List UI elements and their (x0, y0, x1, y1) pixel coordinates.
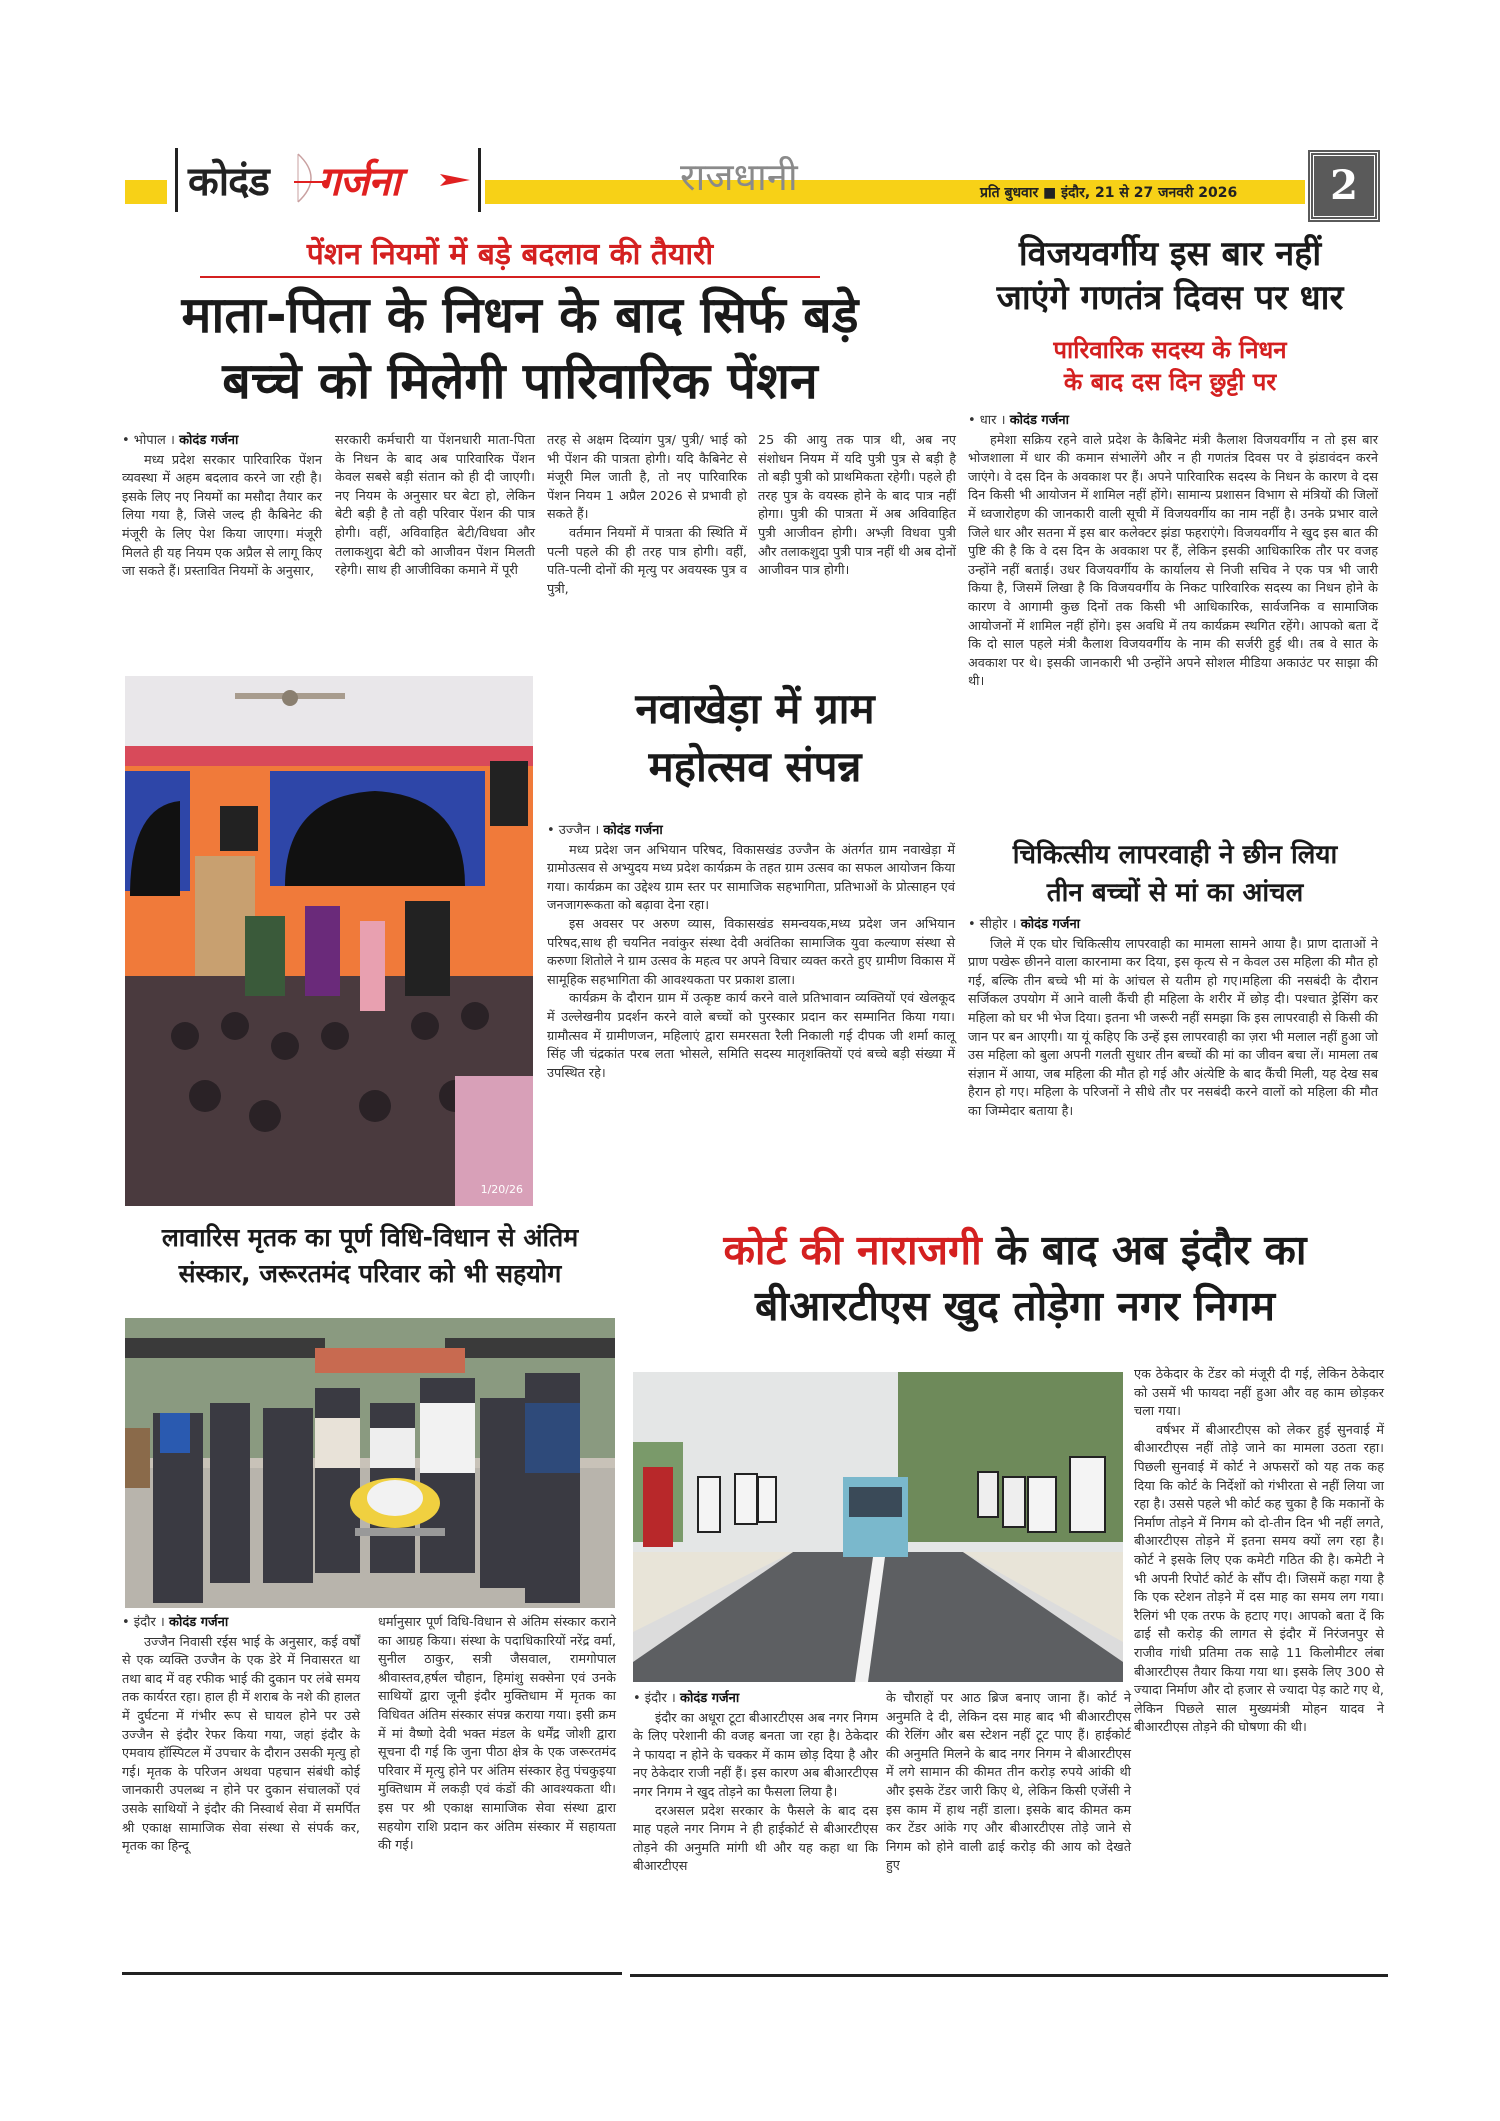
byline-place: • धार । (968, 413, 1006, 428)
medical-byline (968, 916, 1378, 935)
byline-place: • सीहोर । (968, 917, 1017, 932)
pension-headline-line2: बच्चे को मिलेगी पारिवारिक पेंशन (222, 352, 818, 410)
cremation-headline (115, 1220, 625, 1292)
byline-paper: कोदंड गर्जना (168, 1615, 229, 1630)
brts-headline-red: कोर्ट की नाराजगी (723, 1226, 982, 1274)
nawakheda-body (547, 822, 955, 1083)
pension-column-4 (758, 432, 956, 581)
brts-column-3 (1134, 1366, 1384, 1738)
pension-text: 25 की आयु तक पात्र थी, अब नए संशोधन नियम में यदि पुत्री पुत्र से बड़ी है तो बड़ी पुत्री को प्राथमिकता रहेगी। पहले ही तरह पुत्र के वयस्क होने के बाद पात्र नहीं होगा। पुत्री की पात्रता में अब अविवाहित पुत्री आजीवन होगी। अभ्ज़ी विधवा पुत्री और तलाकशुदा पुत्री पात्र नहीं थी अब दोनों आजीवन पात्र होगी। (758, 433, 956, 579)
vijayvargiya-text: हमेशा सक्रिय रहने वाले प्रदेश के कैबिनेट मंत्री कैलाश विजयवर्गीय न तो इस बार भोजशाला में धार की कमान संभालेंगे और न ही गणतंत्र दिवस पर वे झंडावंदन करने जाएंगे। वे दस दिन के अवकाश पर हैं। अपने पारिवारिक सदस्य के निधन के कारण वे दस दिन किसी भी आयोजन में शामिल नहीं होंगे। सामान्य प्रशासन विभाग से मंत्रियों की जिलों में ध्वजारोहण की जानकारी वाली सूची में विजयवर्गीय का नाम नहीं है। उनके प्रभार वाले जिले धार और सतना में इस बार कलेक्टर झंडा फहराएंगे। विजयवर्गीय ने खुद इस बात की पुष्टि की है कि वे दस दिन के अवकाश पर हैं, लेकिन इसकी आधिकारिक तौर पर वजह उन्होंने नहीं बताई। उधर विजयवर्गीय के कार्यालय से निजी सचिव ने एक पत्र भी जारी किया है, जिसमें लिखा है कि विजयवर्गीय के निकट पारिवारिक सदस्य का निधन होने के कारण वे आगामी कुछ दिनों तक किसी भी आधिकारिक, सार्वजनिक व सामाजिक आयोजनों में शामिल नहीं होंगे। इस अवधि में तय कार्यक्रम स्थगित रहेंगे। आपको बता दें कि दो साल पहले मंत्री कैलाश विजयवर्गीय के नाम की सर्जरी हुई थी। तब वे सात के अवकाश पर थे। इसकी जानकारी भी उन्होंने अपने सोशल मीडिया अकाउंट पर साझा की थी। (968, 432, 1378, 690)
brts-text: के चौराहों पर आठ ब्रिज बनाए जाना हैं। कोर्ट ने अनुमति दे दी, लेकिन दस माह बाद भी बीआरटीएस की रेलिंग और बस स्टेशन नहीं टूट पाए हैं। हाईकोर्ट की अनुमति मिलने के बाद नगर निगम ने बीआरटीएस में लगे सामान की कीमत तीन करोड़ रुपये आंकी थी और इसके टेंडर जारी किए थे, लेकिन किसी एजेंसी ने इस काम में हाथ नहीं डाला। इसके बाद कीमत कम कर टेंडर आंके गए और बीआरटीएस तोड़े जाने से निगम को होने वाली ढाई करोड़ की आय को देखते हुए (886, 1691, 1131, 1874)
nawakheda-text: मध्य प्रदेश जन अभियान परिषद, विकासखंड उज्जैन के अंतर्गत ग्राम नवाखेड़ा में ग्रामोउत्सव से अभ्युदय मध्य प्रदेश कार्यक्रम के तहत ग्राम उत्सव का सफल आयोजन किया गया। कार्यक्रम का उद्देश्य ग्राम स्तर पर सामाजिक सहभागिता, प्रतिभाओं के प्रोत्साहन एवं जनजागरूकता को बढ़ावा देना रहा। (547, 842, 955, 914)
cremation-bottom-rule (122, 1972, 622, 1975)
brts-headline-rest: के बाद अब इंदौर का (981, 1226, 1307, 1274)
nawakheda-headline (555, 680, 955, 796)
brts-text: एक ठेकेदार के टेंडर को मंजूरी दी गई, लेकिन ठेकेदार को उसमें भी फायदा नहीं हुआ और वह काम छोड़कर चला गया। (1134, 1367, 1384, 1420)
brts-text: दरअसल प्रदेश सरकार के फैसले के बाद दस माह पहले नगर निगम ने ही हाईकोर्ट से बीआरटीएस तोड़ने की अनुमति मांगी थी और यह कहा था कि बीआरटीएस (633, 1803, 878, 1875)
pension-text: मध्य प्रदेश सरकार पारिवारिक पेंशन व्यवस्था में अहम बदलाव करने जा रही है। इसके लिए नए नियमों का मसौदा तैयार कर लिया गया है, जिसे जल्द ही कैबिनेट की मंजूरी के लिए पेश किया जाएगा। मंजूरी मिलते ही यह नियम एक अप्रैल से लागू किए जा सकते हैं। प्रस्तावित नियमों के अनुसार, (122, 452, 323, 580)
vijayvargiya-body (968, 412, 1378, 692)
brts-text: वर्षभर में बीआरटीएस को लेकर हुई सुनवाई में बीआरटीएस नहीं तोड़े जाने का मामला उठता रहा। पिछली सुनवाई में कोर्ट ने अफसरों को यह तक कह दिया कि कोर्ट के निर्देशों को गंभीरता से नहीं लिया जा रहा है। उससे पहले भी कोर्ट कह चुका है कि मकानों के निर्माण तोड़ने में निगम को दो-तीन दिन भी नहीं लगते, बीआरटीएस तोड़ने में इतना समय क्यों लग रहा है। कोर्ट ने इसके लिए एक कमेटी गठित की है। कमेटी ने भी अपनी रिपोर्ट कोर्ट के सौंप दी। जिसमें कहा गया है कि एक स्टेशन तोड़ने में दस माह का समय लग गया। रैलिगं भी एक तरफ के हटाए गए। आपको बता दें कि ढाई सौ करोड़ की लागत से इंदौर में निरंजनपुर से राजीव गांधी प्रतिमा तक साढ़े 11 किलोमीटर लंबा बीआरटीएस तैयार किया गया था। इसके लिए 300 से ज्यादा निर्माण और दो हजार से ज्यादा पेड़ काटे गए थे, लेकिन पिछले साल मुख्यमंत्री मोहन यादव ने बीआरटीएस तोड़ने की घोषणा की थी। (1134, 1422, 1384, 1736)
cremation-photo (125, 1318, 615, 1608)
pension-kicker: पेंशन नियमों में बड़े बदलाव की तैयारी (306, 237, 714, 272)
brts-photo-illustration (633, 1372, 1123, 1682)
medical-text: जिले में एक घोर चिकित्सीय लापरवाही का मामला सामने आया है। प्राण दाताओं ने प्राण पखेरू छीनने वाला कारनामा कर दिया, इस कृत्य से न केवल उस महिला की मौत हो गई, बल्कि तीन बच्चे भी मां के आंचल से यतीम हो गए।महिला की नसबंदी के दौरान सर्जिकल उपयोग में आने वाली कैंची ही महिला के शरीर में छोड़ दी। पश्चात ड्रेसिंग कर महिला को घर भी भेज दिया। इतना भी जरूरी नहीं समझा कि इस लापरवाही से किसी की जान पर बन आएगी। या यूं कहिए कि उन्हें इस लापरवाही का ज़रा भी मलाल नहीं हुआ जो उस महिला को बुला अपनी गलती सुधार तीन बच्चों की मां का जीवन बचा लें। मामला तब संज्ञान में आया, जब महिला की मौत हो गई और अंत्येष्टि के बाद कैंची मिली, यह देख सब हैरान हो गए। महिला के परिजनों ने सीधे तौर पर नसबंदी करने वालों को महिला की मौत का जिम्मेदार बताया है। (968, 936, 1378, 1119)
kicker-underline (200, 276, 820, 278)
medical-body (968, 916, 1378, 1122)
medical-headline-line2: तीन बच्चों से मां का आंचल (1046, 878, 1304, 908)
gram-mahotsav-photo-illustration (125, 676, 533, 1206)
byline-place: • उज्जैन । (547, 823, 600, 838)
nawakheda-headline-line1: नवाखेड़ा में ग्राम (635, 684, 875, 733)
byline-paper: कोदंड गर्जना (603, 823, 663, 838)
masthead-logo-part2: गर्जना (318, 159, 400, 205)
cremation-column-2 (378, 1614, 616, 1856)
brts-column-1 (633, 1690, 878, 1877)
byline-paper: कोदंड गर्जना (679, 1691, 740, 1706)
photo-timestamp: 1/20/26 (480, 1183, 523, 1196)
pension-byline (122, 432, 322, 451)
section-title: राजधानी (680, 155, 798, 199)
vijayvargiya-headline-line1: विजयवर्गीय इस बार नहीं (1018, 234, 1322, 274)
brts-bottom-rule (630, 1974, 1388, 1977)
pension-column-2 (335, 432, 535, 581)
vijayvargiya-subhead (960, 334, 1380, 398)
pension-column-3 (547, 432, 747, 599)
brts-text: इंदौर का अधूरा टूटा बीआरटीएस अब नगर निगम के लिए परेशानी की वजह बनता जा रहा है। ठेकेदार ने फायदा न होने के चक्कर में काम छोड़ दिया है और नए ठेकेदार राजी नहीं हैं। इस कारण अब बीआरटीएस नगर निगम ने खुद तोड़ने का फैसला लिया है। (633, 1710, 878, 1800)
pension-headline (120, 282, 920, 414)
cremation-headline-line2: संस्कार, जरूरतमंद परिवार को भी सहयोग (178, 1259, 562, 1288)
brts-photo (633, 1372, 1123, 1682)
cremation-byline (122, 1614, 360, 1633)
brts-headline-line1 (630, 1222, 1400, 1278)
medical-headline-line1: चिकित्सीय लापरवाही ने छीन लिया (1012, 840, 1338, 870)
pension-text: सरकारी कर्मचारी या पेंशनधारी माता-पिता के निधन के बाद अब पारिवारिक पेंशन केवल सबसे बड़ी संतान को ही दी जाएगी। नए नियम के अनुसार घर बेटा हो, लेकिन बेटी बड़ी है तो वही परिवार पेंशन की पात्र होगी। वहीं, अविवाहित बेटी/विधवा और तलाकशुदा बेटी को आजीवन पेंशन मिलती रहेगी। साथ ही आजीविका कमाने में पूरी (335, 433, 535, 579)
vijayvargiya-headline (960, 232, 1380, 320)
byline-place: • इंदौर । (122, 1615, 165, 1630)
brts-headline (630, 1222, 1400, 1334)
brts-headline-line2: बीआरटीएस खुद तोड़ेगा नगर निगम (755, 1282, 1275, 1330)
vijayvargiya-subhead-line2: के बाद दस दिन छुट्टी पर (1063, 368, 1277, 396)
vijayvargiya-subhead-line1: पारिवारिक सदस्य के निधन (1053, 336, 1287, 364)
pension-column-1 (122, 432, 322, 582)
masthead-logo-part1: कोदंड (188, 159, 269, 205)
masthead-yellow-bar-left (125, 180, 167, 204)
vijayvargiya-byline (968, 412, 1378, 431)
byline-place: • भोपाल । (122, 433, 175, 448)
nawakheda-text: कार्यक्रम के दौरान ग्राम में उत्कृष्ट कार्य करने वाले प्रतिभावान व्यक्तियों एवं खेलकूद में उल्लेखनीय प्रदर्शन करने वाले बच्चों को पुरस्कार प्रदान कर सम्मानित किया गया। ग्रामौत्सव में ग्रामीणजन, महिलाएं द्वारा समरसता रैली निकाली गई दीपक जी शर्मा कालू सिंह जी चंद्रकांत परब लता भोसले, समिति सदस्य मातृशक्तियों एवं बच्चे बड़ी संख्या में उपस्थित रहे। (547, 991, 955, 1081)
medical-headline (965, 836, 1385, 912)
brts-column-2 (886, 1690, 1131, 1876)
byline-place: • इंदौर । (633, 1691, 676, 1706)
dateline: प्रति बुधवार ■ इंदौर, 21 से 27 जनवरी 2026 (980, 185, 1238, 201)
gram-mahotsav-photo (125, 676, 533, 1206)
byline-paper: कोदंड गर्जना (1020, 917, 1081, 932)
pension-text: वर्तमान नियमों में पात्रता की स्थिति में पत्नी पहले की ही तरह पात्र होगी। वहीं, पति-पत्नी दोनों की मृत्यु पर अवयस्क पुत्र व पुत्री, (547, 525, 747, 597)
page-number: 2 (1310, 152, 1378, 220)
nawakheda-headline-line2: महोत्सव संपन्न (648, 742, 862, 791)
arrowhead-icon (440, 170, 470, 190)
byline-paper: कोदंड गर्जना (179, 433, 239, 448)
cremation-photo-illustration (125, 1318, 615, 1608)
nawakheda-byline (547, 822, 955, 841)
masthead-divider-2 (478, 148, 481, 212)
brts-byline (633, 1690, 878, 1709)
cremation-column-1 (122, 1614, 360, 1857)
vijayvargiya-headline-line2: जाएंगे गणतंत्र दिवस पर धार (996, 278, 1344, 318)
masthead-divider (175, 148, 178, 212)
pension-text: तरह से अक्षम दिव्यांग पुत्र/ पुत्री/ भाई को भी पेंशन की पात्रता होगी। यदि कैबिनेट से मंजूरी मिल जाती है, तो नए पारिवारिक पेंशन नियम 1 अप्रैल 2026 से प्रभावी हो सकते हैं। (547, 433, 747, 523)
cremation-headline-line1: लावारिस मृतक का पूर्ण विधि-विधान से अंतिम (161, 1223, 579, 1252)
pension-headline-line1: माता-पिता के निधन के बाद सिर्फ बड़े (181, 286, 859, 344)
byline-paper: कोदंड गर्जना (1009, 413, 1069, 428)
nawakheda-text: इस अवसर पर अरुण व्यास, विकासखंड समन्वयक,मध्य प्रदेश जन अभियान परिषद,साथ ही चयनित नवांकुर संस्था देवी अवंतिका सामाजिक युवा कल्याण संस्था से करुणा शितोले ने ग्राम उत्सव के महत्व पर अपने विचार व्यक्त करते हुए ग्रामीण विकास में सामूहिक सहभागिता की आवश्यकता पर प्रकाश डाला। (547, 916, 955, 988)
cremation-text: उज्जैन निवासी रईस भाई के अनुसार, कई वर्षों से एक व्यक्ति उज्जैन के एक डेरे में निवासरत था तथा बाद में वह रफीक भाई की दुकान पर लंबे समय तक कार्यरत रहा। हाल ही में शराब के नशे की हालत में दुर्घटना में गंभीर रूप से घायल होने पर उसे उज्जैन से इंदौर रेफर किया गया, जहां इंदौर के एमवाय हॉस्पिटल में उपचार के दौरान उसकी मृत्यु हो गई। मृतक के परिजन अथवा पहचान संबंधी कोई जानकारी उपलब्ध न होने पर दुकान संचालकों एवं उसके साथियों ने इंदौर की निस्वार्थ सेवा में समर्पित श्री एकाक्ष सामाजिक सेवा संस्था से संपर्क कर, मृतक का हिन्दू (122, 1634, 360, 1855)
cremation-text: धर्मानुसार पूर्ण विधि-विधान से अंतिम संस्कार कराने का आग्रह किया। संस्था के पदाधिकारियों नरेंद्र वर्मा, सुनील ठाकुर, सत्री जैसवाल, रामगोपाल श्रीवास्तव,हर्षल चौहान, हिमांशु सक्सेना एवं उनके साथियों द्वारा जूनी इंदौर मुक्तिधाम में मृतक का विधिवत अंतिम संस्कार संपन्न कराया गया। इसी क्रम में मां वैष्णो देवी भक्त मंडल के धर्मेंद्र जोशी द्वारा सूचना दी गई कि जुना पीठा क्षेत्र के एक जरूरतमंद परिवार में मृत्यु होने पर अंतिम संस्कार हेतु पंचकुइया मुक्तिधाम में लकड़ी एवं कंडों की आवश्यकता थी। इस पर श्री एकाक्ष सामाजिक सेवा संस्था द्वारा सहयोग राशि प्रदान कर अंतिम संस्कार में सहायता की गई। (378, 1615, 616, 1854)
